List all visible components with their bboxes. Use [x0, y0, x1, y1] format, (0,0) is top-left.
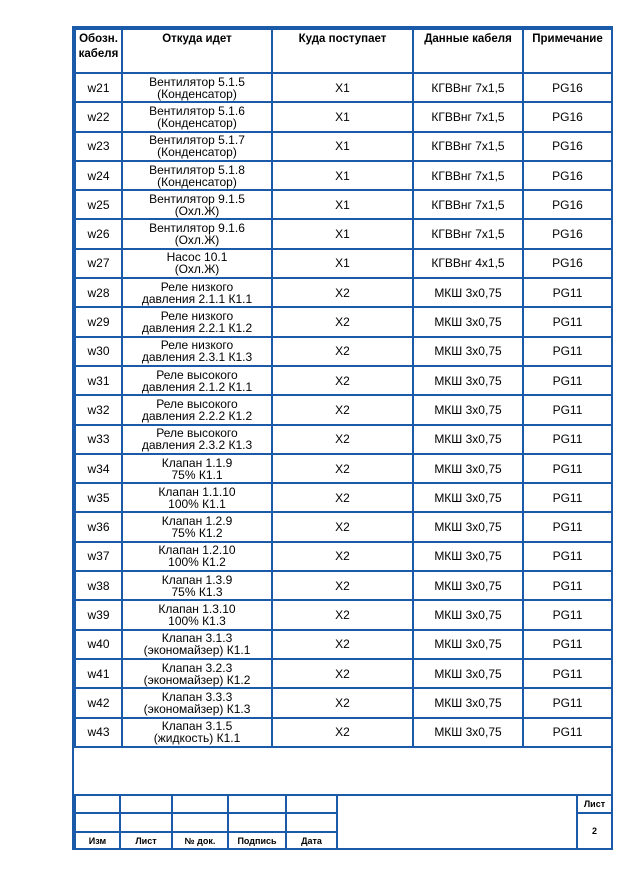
table-row [75, 718, 612, 747]
table-row [75, 219, 612, 248]
cell-to: X2 [272, 512, 413, 541]
cell-from [122, 483, 272, 512]
table-row [75, 688, 612, 717]
cell-cable: МКШ 3х0,75 [413, 542, 523, 571]
header-designation: Обозн. кабеля [75, 29, 122, 73]
cell-to: X2 [272, 425, 413, 454]
cell-cable: МКШ 3х0,75 [413, 688, 523, 717]
table-row [75, 630, 612, 659]
cell-note: PG11 [523, 307, 612, 336]
stamp-title-area [337, 795, 577, 849]
cell-cable: КГВВнг 7х1,5 [413, 132, 523, 161]
cell-from [122, 454, 272, 483]
cell-cable: МКШ 3х0,75 [413, 395, 523, 424]
cell-note: PG11 [523, 542, 612, 571]
cell-to: X2 [272, 278, 413, 307]
cell-designation: w25 [75, 190, 122, 219]
table-row [75, 249, 612, 278]
cell-designation: w24 [75, 161, 122, 190]
cell-note: PG16 [523, 132, 612, 161]
cell-note: PG16 [523, 161, 612, 190]
stamp-cell [120, 795, 172, 813]
cell-from [122, 102, 272, 131]
cell-designation: w34 [75, 454, 122, 483]
from-line-1: Клапан 1.1.9 [161, 455, 233, 470]
cell-note: PG11 [523, 454, 612, 483]
cell-from [122, 542, 272, 571]
from-line-1: Реле низкого [160, 279, 234, 294]
cell-to: X2 [272, 688, 413, 717]
stamp-cell [172, 813, 228, 832]
cell-from [122, 425, 272, 454]
cell-to: X1 [272, 190, 413, 219]
stamp-doc-no: № док. [172, 832, 228, 849]
cell-designation: w43 [75, 718, 122, 747]
cell-designation: w40 [75, 630, 122, 659]
cell-from [122, 249, 272, 278]
from-line-2: давления 2.2.2 К1.2 [141, 408, 253, 423]
from-line-1: Клапан 3.2.3 [161, 660, 233, 675]
cell-note: PG16 [523, 102, 612, 131]
from-line-2: давления 2.1.2 К1.1 [141, 379, 253, 394]
cell-cable: МКШ 3х0,75 [413, 512, 523, 541]
cell-from [122, 600, 272, 629]
cell-cable: МКШ 3х0,75 [413, 571, 523, 600]
cell-cable: МКШ 3х0,75 [413, 454, 523, 483]
cell-from [122, 659, 272, 688]
from-line-2: (Конденсатор) [157, 86, 237, 101]
from-line-2: 75% К1.2 [171, 526, 223, 541]
table-row [75, 659, 612, 688]
cell-note: PG11 [523, 483, 612, 512]
from-line-2: (Охл.Ж) [174, 233, 220, 248]
stamp-cell [228, 813, 286, 832]
cell-note: PG11 [523, 337, 612, 366]
cell-designation: w27 [75, 249, 122, 278]
stamp-signature: Подпись [228, 832, 286, 849]
cell-note: PG11 [523, 395, 612, 424]
table-row [75, 542, 612, 571]
from-line-1: Клапан 1.2.9 [161, 514, 233, 529]
from-line-1: Вентилятор 5.1.8 [149, 162, 245, 177]
cell-designation: w28 [75, 278, 122, 307]
cell-cable: КГВВнг 7х1,5 [413, 219, 523, 248]
cell-designation: w37 [75, 542, 122, 571]
cell-from [122, 512, 272, 541]
from-line-2: (жидкость) К1.1 [153, 731, 241, 746]
cell-cable: МКШ 3х0,75 [413, 337, 523, 366]
cable-table [74, 28, 613, 748]
from-line-1: Реле низкого [160, 309, 234, 324]
from-line-1: Клапан 1.1.10 [158, 484, 236, 499]
cell-to: X2 [272, 307, 413, 336]
cell-designation: w42 [75, 688, 122, 717]
from-line-2: (Конденсатор) [157, 145, 237, 160]
from-line-2: давления 2.1.1 К1.1 [141, 291, 253, 306]
from-line-1: Реле низкого [160, 338, 234, 353]
cell-note: PG11 [523, 366, 612, 395]
table-row [75, 454, 612, 483]
cell-to: X2 [272, 600, 413, 629]
header-note: Примечание [523, 29, 612, 73]
from-line-2: (экономайзер) К1.3 [143, 701, 251, 716]
cell-from [122, 161, 272, 190]
from-line-1: Клапан 1.2.10 [158, 543, 236, 558]
from-line-1: Вентилятор 9.1.5 [149, 191, 245, 206]
cell-designation: w33 [75, 425, 122, 454]
cell-to: X2 [272, 659, 413, 688]
cell-cable: МКШ 3х0,75 [413, 659, 523, 688]
from-line-1: Вентилятор 5.1.7 [149, 133, 245, 148]
stamp-izm: Изм [75, 832, 120, 849]
cell-cable: МКШ 3х0,75 [413, 278, 523, 307]
cell-cable: КГВВнг 7х1,5 [413, 161, 523, 190]
stamp-cell [75, 795, 120, 813]
cell-to: X2 [272, 366, 413, 395]
cell-from [122, 73, 272, 102]
cell-from [122, 278, 272, 307]
table-row [75, 190, 612, 219]
cell-from [122, 337, 272, 366]
cell-from [122, 307, 272, 336]
from-line-2: 75% К1.3 [171, 584, 223, 599]
from-line-2: давления 2.2.1 К1.2 [141, 321, 253, 336]
cell-to: X1 [272, 132, 413, 161]
cell-cable: МКШ 3х0,75 [413, 630, 523, 659]
cell-designation: w30 [75, 337, 122, 366]
cell-note: PG11 [523, 571, 612, 600]
cell-from [122, 366, 272, 395]
cell-designation: w41 [75, 659, 122, 688]
cell-from [122, 571, 272, 600]
cell-designation: w32 [75, 395, 122, 424]
cell-note: PG11 [523, 630, 612, 659]
cell-from [122, 630, 272, 659]
cell-note: PG16 [523, 190, 612, 219]
table-row [75, 132, 612, 161]
stamp-cell [286, 813, 337, 832]
table-row [75, 600, 612, 629]
table-row [75, 395, 612, 424]
cell-note: PG16 [523, 219, 612, 248]
table-row [75, 512, 612, 541]
from-line-2: (Конденсатор) [157, 174, 237, 189]
from-line-1: Реле высокого [156, 367, 238, 382]
cell-note: PG11 [523, 600, 612, 629]
cell-designation: w22 [75, 102, 122, 131]
sheet-number: 2 [577, 813, 612, 849]
from-line-1: Вентилятор 5.1.5 [149, 74, 245, 89]
from-line-2: 100% К1.3 [168, 613, 226, 628]
from-line-2: 100% К1.1 [168, 496, 226, 511]
cell-cable: МКШ 3х0,75 [413, 718, 523, 747]
cell-from [122, 395, 272, 424]
table-row [75, 307, 612, 336]
header-to: Куда поступает [272, 29, 413, 73]
cell-designation: w31 [75, 366, 122, 395]
from-line-2: (экономайзер) К1.2 [143, 672, 251, 687]
table-row [75, 366, 612, 395]
cell-from [122, 190, 272, 219]
cell-cable: МКШ 3х0,75 [413, 425, 523, 454]
table-row [75, 73, 612, 102]
from-line-2: давления 2.3.2 К1.3 [141, 438, 253, 453]
cell-note: PG11 [523, 688, 612, 717]
cell-note: PG11 [523, 425, 612, 454]
from-line-1: Клапан 1.3.10 [158, 601, 236, 616]
cell-designation: w21 [75, 73, 122, 102]
cell-to: X1 [272, 161, 413, 190]
cell-to: X2 [272, 395, 413, 424]
cell-cable: КГВВнг 7х1,5 [413, 73, 523, 102]
stamp-list: Лист [120, 832, 172, 849]
from-line-2: (Конденсатор) [157, 115, 237, 130]
from-line-1: Реле высокого [156, 426, 238, 441]
cell-designation: w23 [75, 132, 122, 161]
from-line-1: Вентилятор 9.1.6 [149, 221, 245, 236]
from-line-1: Клапан 1.3.9 [161, 572, 233, 587]
from-line-2: (Охл.Ж) [174, 203, 220, 218]
stamp-date: Дата [286, 832, 337, 849]
from-line-2: давления 2.3.1 К1.3 [141, 350, 253, 365]
from-line-2: (экономайзер) К1.1 [143, 643, 251, 658]
cell-to: X1 [272, 219, 413, 248]
cell-to: X2 [272, 454, 413, 483]
stamp-cell [286, 795, 337, 813]
table-row [75, 571, 612, 600]
table-row [75, 102, 612, 131]
table-row [75, 278, 612, 307]
from-line-1: Насос 10.1 [166, 250, 228, 265]
cell-cable: МКШ 3х0,75 [413, 366, 523, 395]
header-from: Откуда идет [122, 29, 272, 73]
cell-from [122, 219, 272, 248]
cell-designation: w26 [75, 219, 122, 248]
table-body [75, 73, 612, 747]
from-line-1: Реле высокого [156, 396, 238, 411]
cell-to: X1 [272, 73, 413, 102]
cell-to: X2 [272, 337, 413, 366]
table-row [75, 161, 612, 190]
cell-designation: w29 [75, 307, 122, 336]
cell-cable: МКШ 3х0,75 [413, 483, 523, 512]
stamp-cell [172, 795, 228, 813]
cell-note: PG11 [523, 718, 612, 747]
cell-note: PG16 [523, 73, 612, 102]
cell-to: X2 [272, 571, 413, 600]
stamp-cell [120, 813, 172, 832]
from-line-2: (Охл.Ж) [174, 262, 220, 277]
header-cable: Данные кабеля [413, 29, 523, 73]
stamp-cell [75, 813, 120, 832]
cell-note: PG11 [523, 512, 612, 541]
from-line-1: Клапан 3.3.3 [161, 689, 233, 704]
cell-cable: МКШ 3х0,75 [413, 307, 523, 336]
title-block [74, 794, 613, 850]
cell-to: X1 [272, 102, 413, 131]
from-line-1: Клапан 3.1.5 [161, 719, 233, 734]
cell-to: X2 [272, 718, 413, 747]
cell-from [122, 718, 272, 747]
cell-note: PG11 [523, 659, 612, 688]
table-row [75, 337, 612, 366]
from-line-2: 100% К1.2 [168, 555, 226, 570]
cell-designation: w35 [75, 483, 122, 512]
cell-to: X2 [272, 542, 413, 571]
cell-to: X2 [272, 630, 413, 659]
cell-designation: w36 [75, 512, 122, 541]
cell-designation: w38 [75, 571, 122, 600]
cell-from [122, 688, 272, 717]
cell-from [122, 132, 272, 161]
cell-cable: КГВВнг 7х1,5 [413, 190, 523, 219]
table-row [75, 483, 612, 512]
sheet-label: Лист [577, 795, 612, 813]
stamp-cell [228, 795, 286, 813]
cell-cable: КГВВнг 7х1,5 [413, 102, 523, 131]
from-line-2: 75% К1.1 [171, 467, 223, 482]
from-line-1: Вентилятор 5.1.6 [149, 103, 245, 118]
table-row [75, 425, 612, 454]
table-header-row [75, 29, 612, 73]
cell-to: X2 [272, 483, 413, 512]
from-line-1: Клапан 3.1.3 [161, 631, 233, 646]
cell-designation: w39 [75, 600, 122, 629]
cell-cable: КГВВнг 4х1,5 [413, 249, 523, 278]
cell-note: PG11 [523, 278, 612, 307]
cell-to: X1 [272, 249, 413, 278]
cell-note: PG16 [523, 249, 612, 278]
cell-cable: МКШ 3х0,75 [413, 600, 523, 629]
